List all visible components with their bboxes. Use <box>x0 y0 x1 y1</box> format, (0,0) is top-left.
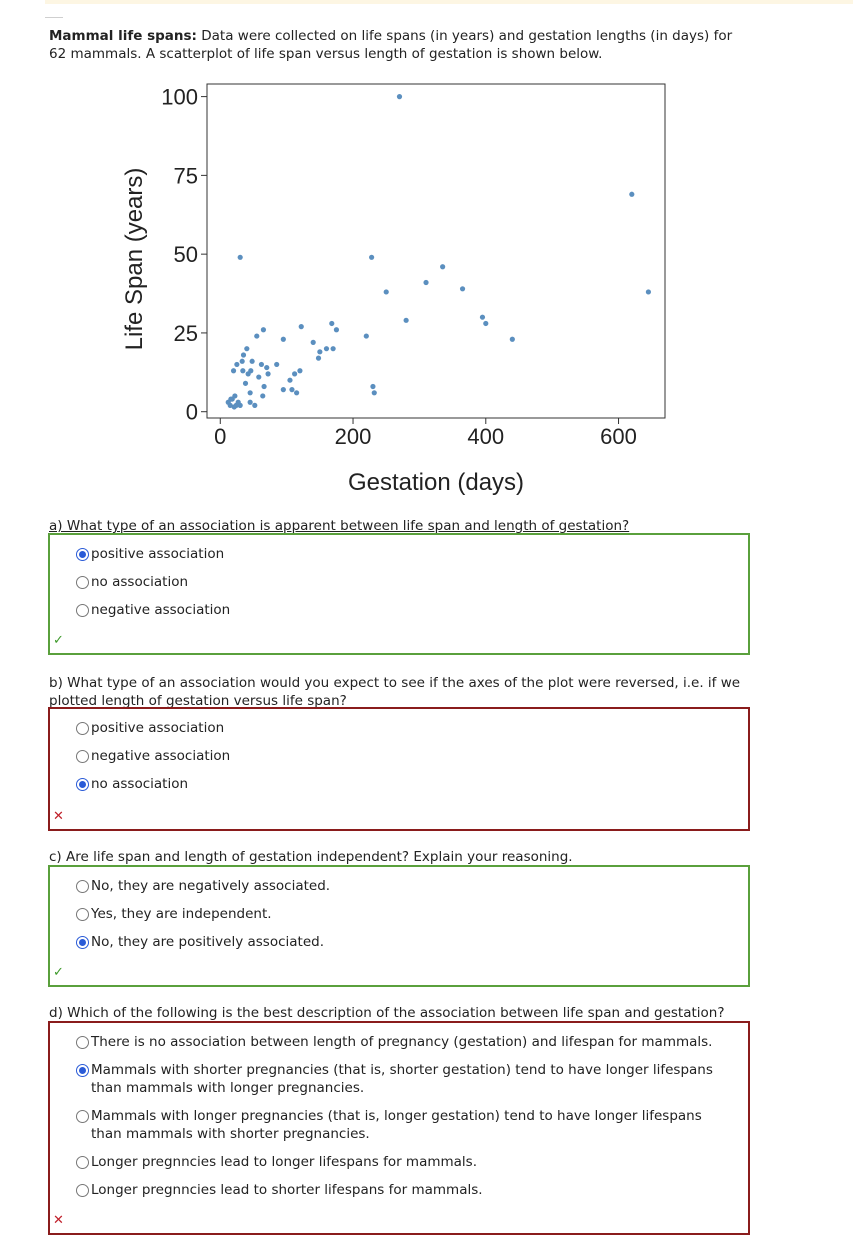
option-d-1[interactable]: There is no association between length of pregnancy (gestation) and lifespan for mammals. <box>76 1033 712 1051</box>
top-divider <box>45 17 63 18</box>
data-point <box>317 349 322 354</box>
check-icon: ✓ <box>53 633 64 648</box>
problem-title: Mammal life spans: <box>49 28 197 44</box>
data-point <box>460 286 465 291</box>
data-point <box>294 390 299 395</box>
radio-selected-icon[interactable] <box>76 778 89 791</box>
data-point <box>299 324 304 329</box>
data-point <box>250 359 255 364</box>
cross-icon: ✕ <box>53 809 64 824</box>
data-point <box>369 255 374 260</box>
data-point <box>256 374 261 379</box>
y-tick-label: 75 <box>173 163 198 189</box>
data-point <box>423 280 428 285</box>
radio-icon[interactable] <box>76 1184 89 1197</box>
question-a-answer-box <box>48 533 750 655</box>
data-point <box>240 368 245 373</box>
data-point <box>297 368 302 373</box>
data-point <box>232 393 237 398</box>
radio-icon[interactable] <box>76 908 89 921</box>
question-a-text: a) What type of an association is apparent between life span and length of gestation? <box>49 518 630 534</box>
y-axis-label: Life Span (years) <box>121 167 148 351</box>
top-banner <box>45 0 853 4</box>
x-tick-label: 0 <box>214 424 227 449</box>
data-point <box>289 387 294 392</box>
check-icon: ✓ <box>53 965 64 980</box>
scatterplot <box>110 76 690 506</box>
question-c-answer-box <box>48 865 750 987</box>
data-point <box>397 94 402 99</box>
data-point <box>259 362 264 367</box>
option-d-4[interactable]: Longer pregnncies lead to longer lifespans for mammals. <box>76 1153 477 1171</box>
data-point <box>238 255 243 260</box>
problem-intro <box>49 27 739 63</box>
data-point <box>370 384 375 389</box>
radio-selected-icon[interactable] <box>76 1064 89 1077</box>
data-point <box>364 333 369 338</box>
data-point <box>265 371 270 376</box>
radio-selected-icon[interactable] <box>76 548 89 561</box>
data-point <box>281 337 286 342</box>
data-point <box>311 340 316 345</box>
data-point <box>334 327 339 332</box>
question-d-text: d) Which of the following is the best description of the association between life span and gestation? <box>49 1005 725 1021</box>
option-d-3[interactable]: Mammals with longer pregnancies (that is, longer gestation) tend to have longer lifespans than mammals with shorter pregnancies. <box>76 1107 731 1143</box>
radio-icon[interactable] <box>76 750 89 763</box>
option-d-2[interactable]: Mammals with shorter pregnancies (that is, shorter gestation) tend to have longer lifespans than mammals with longer pregnancies. <box>76 1061 731 1097</box>
option-b-1[interactable]: positive association <box>76 719 224 737</box>
radio-icon[interactable] <box>76 1156 89 1169</box>
data-point <box>241 352 246 357</box>
x-tick-label: 400 <box>467 424 505 449</box>
radio-selected-icon[interactable] <box>76 936 89 949</box>
data-point <box>231 368 236 373</box>
plot-frame <box>207 84 665 418</box>
data-point <box>252 403 257 408</box>
option-a-1[interactable]: positive association <box>76 545 224 563</box>
data-point <box>274 362 279 367</box>
question-d-answer-box <box>48 1021 750 1235</box>
data-point <box>248 400 253 405</box>
radio-icon[interactable] <box>76 1110 89 1123</box>
data-point <box>372 390 377 395</box>
option-b-3[interactable]: no association <box>76 775 188 793</box>
data-point <box>260 393 265 398</box>
option-c-3[interactable]: No, they are positively associated. <box>76 933 324 951</box>
data-point <box>248 368 253 373</box>
data-point <box>629 192 634 197</box>
data-point <box>329 321 334 326</box>
data-point <box>404 318 409 323</box>
option-a-3[interactable]: negative association <box>76 601 230 619</box>
data-point <box>264 365 269 370</box>
y-tick-label: 50 <box>173 242 198 268</box>
data-point <box>331 346 336 351</box>
data-point <box>261 327 266 332</box>
data-point <box>480 315 485 320</box>
data-point <box>254 333 259 338</box>
data-point <box>510 337 515 342</box>
data-point <box>281 387 286 392</box>
y-tick-label: 25 <box>173 320 198 346</box>
x-axis-label: Gestation (days) <box>347 469 525 496</box>
radio-icon[interactable] <box>76 880 89 893</box>
data-point <box>483 321 488 326</box>
data-point <box>324 346 329 351</box>
x-tick-label: 600 <box>600 424 637 449</box>
option-c-1[interactable]: No, they are negatively associated. <box>76 877 330 895</box>
question-b-text: b) What type of an association would you expect to see if the axes of the plot were reversed, i.e. if we plotted length of gestation versus life span? <box>49 675 741 709</box>
data-point <box>234 362 239 367</box>
data-point <box>240 359 245 364</box>
option-b-2[interactable]: negative association <box>76 747 230 765</box>
option-a-2[interactable]: no association <box>76 573 188 591</box>
problem-text: Data were collected on life spans (in years) and gestation lengths (in days) for 62 mammals. A scatterplot of life span versus length of gestation is shown below. <box>49 28 733 62</box>
data-point <box>244 346 249 351</box>
data-point <box>287 378 292 383</box>
data-point <box>292 371 297 376</box>
data-point <box>440 264 445 269</box>
question-b-answer-box <box>48 707 750 831</box>
data-point <box>384 289 389 294</box>
y-tick-label: 0 <box>185 399 198 425</box>
data-point <box>316 356 321 361</box>
radio-icon[interactable] <box>76 722 89 735</box>
option-d-5[interactable]: Longer pregnncies lead to shorter lifespans for mammals. <box>76 1181 483 1199</box>
data-point <box>243 381 248 386</box>
radio-icon[interactable] <box>76 1036 89 1049</box>
question-c-text: c) Are life span and length of gestation independent? Explain your reasoning. <box>49 849 573 865</box>
radio-icon[interactable] <box>76 576 89 589</box>
data-point <box>248 390 253 395</box>
data-point <box>238 403 243 408</box>
y-tick-label: 100 <box>161 84 198 110</box>
data-point <box>646 289 651 294</box>
radio-icon[interactable] <box>76 604 89 617</box>
option-c-2[interactable]: Yes, they are independent. <box>76 905 272 923</box>
x-tick-label: 200 <box>334 424 372 449</box>
cross-icon: ✕ <box>53 1213 64 1228</box>
data-point <box>261 384 266 389</box>
